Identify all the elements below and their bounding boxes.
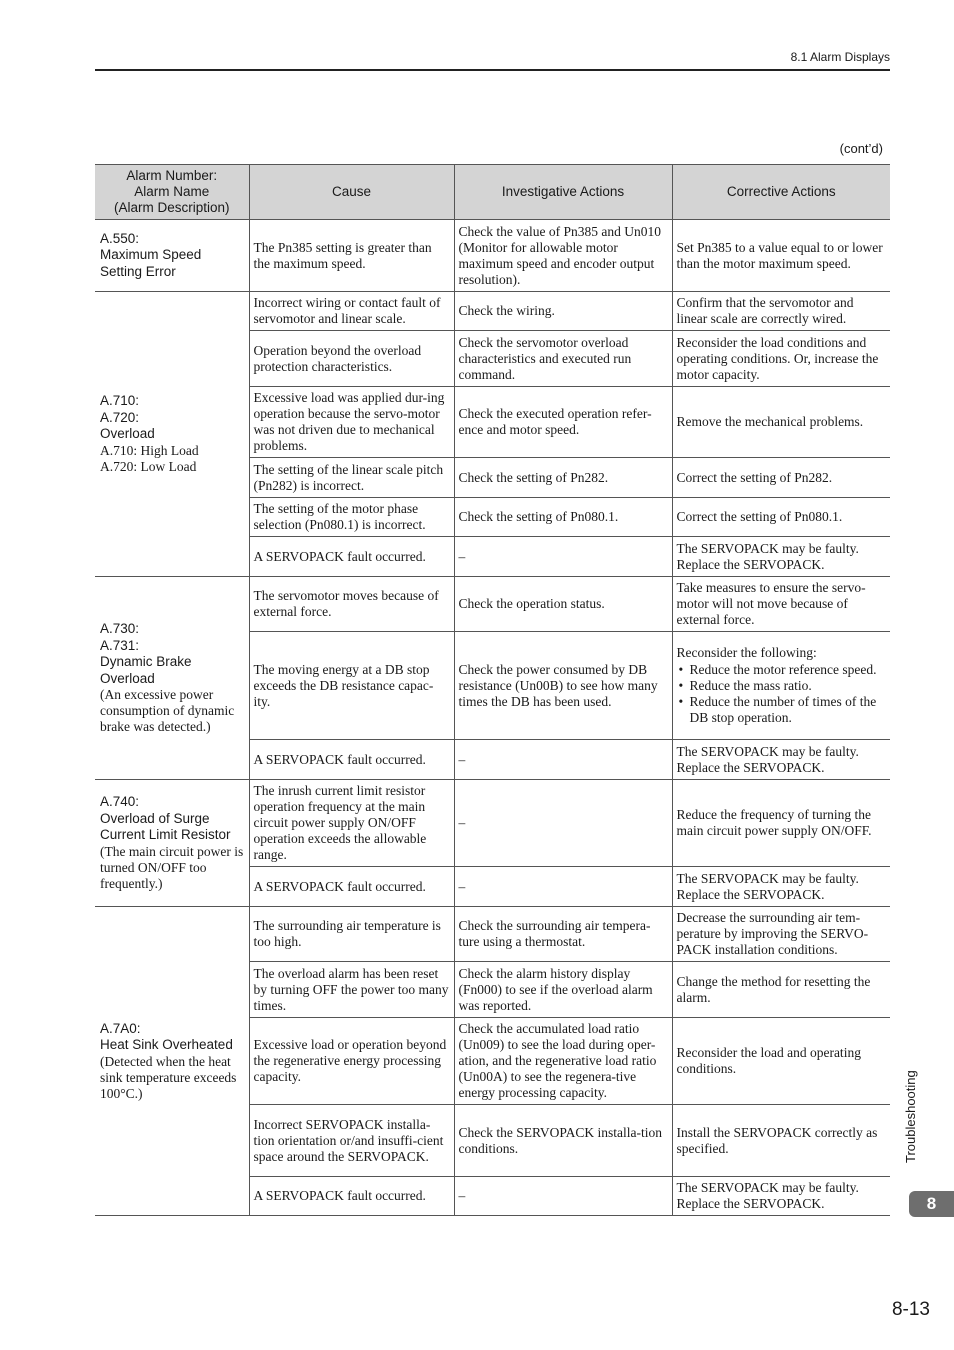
corrective-cell: Change the method for resetting the alarm.: [672, 962, 890, 1018]
column-header-investigative-actions: Investigative Actions: [454, 165, 672, 220]
cause-cell: The surrounding air temperature is too high.: [249, 907, 454, 962]
alarm-note: (The main circuit power is turned ON/OFF too frequently.): [100, 843, 244, 891]
alarm-title-line: Maximum Speed: [100, 247, 202, 263]
alarm-cell: [95, 577, 249, 780]
investigative-cell: Check the value of Pn385 and Un010 (Monitor for allowable motor maximum speed and encoder output resolution).: [454, 220, 672, 292]
cause-cell: The setting of the motor phase selection (Pn080.1) is incorrect.: [249, 498, 454, 537]
alarm-title-line: A.720:: [100, 409, 140, 425]
investigative-cell: Check the servomotor overload characteristics and executed run command.: [454, 331, 672, 387]
list-item: • Reduce the number of times of the DB stop operation.: [677, 694, 887, 726]
list-item: • Reduce the motor reference speed.: [677, 662, 887, 678]
alarm-note: A.710: High Load: [100, 442, 199, 458]
alarm-note: (An excessive power consumption of dynamic brake was detected.): [100, 687, 235, 734]
cause-cell: Excessive load was applied dur-ing operation because the servo-motor was not driven due to mechanical problems.: [249, 387, 454, 458]
corrective-cell: The SERVOPACK may be faulty. Replace the SERVOPACK.: [672, 740, 890, 780]
investigative-cell: Check the setting of Pn080.1.: [454, 498, 672, 537]
corrective-cell: Correct the setting of Pn282.: [672, 458, 890, 498]
section-header: 8.1 Alarm Displays: [790, 50, 890, 64]
corrective-cell: Take measures to ensure the servo-motor will not move because of external force.: [672, 577, 890, 632]
corrective-cell: Reconsider the load and operating conditions.: [672, 1018, 890, 1105]
cause-cell: The inrush current limit resistor operation frequency at the main circuit power supply ON/OFF operation exceeds the allowable range.: [249, 780, 454, 867]
cause-cell: A SERVOPACK fault occurred.: [249, 1177, 454, 1216]
cause-cell: The setting of the linear scale pitch (Pn282) is incorrect.: [249, 458, 454, 498]
corrective-cell: Reduce the frequency of turning the main circuit power supply ON/OFF.: [672, 780, 890, 867]
table-header-row: [95, 165, 890, 220]
table-row: [95, 220, 890, 292]
alarm-title-line: A.7A0:: [100, 1020, 141, 1036]
investigative-cell: Check the wiring.: [454, 292, 672, 331]
investigative-cell: Check the surrounding air tempera-ture using a thermostat.: [454, 907, 672, 962]
corrective-cell: [672, 632, 890, 740]
cause-cell: A SERVOPACK fault occurred.: [249, 740, 454, 780]
alarm-cell: [95, 292, 249, 577]
cause-cell: A SERVOPACK fault occurred.: [249, 537, 454, 577]
chapter-tab: 8: [909, 1191, 954, 1217]
investigative-cell: –: [454, 1177, 672, 1216]
investigative-cell: Check the setting of Pn282.: [454, 458, 672, 498]
column-header-corrective-actions: Corrective Actions: [672, 165, 890, 220]
corrective-cell: Decrease the surrounding air tem-perature by improving the SERVO-PACK installation conditions.: [672, 907, 890, 962]
investigative-cell: Check the accumulated load ratio (Un009) to see the load during oper-ation, and the regenerative load ratio (Un00A) to see the regenera-tive energy processing capacity.: [454, 1018, 672, 1105]
investigative-cell: Check the operation status.: [454, 577, 672, 632]
cause-cell: The Pn385 setting is greater than the maximum speed.: [249, 220, 454, 292]
corrective-cell: The SERVOPACK may be faulty. Replace the SERVOPACK.: [672, 537, 890, 577]
investigative-cell: Check the alarm history display (Fn000) to see if the overload alarm was reported.: [454, 962, 672, 1018]
alarm-title-line: A.740:: [100, 794, 140, 810]
cause-cell: A SERVOPACK fault occurred.: [249, 867, 454, 907]
investigative-cell: Check the power consumed by DB resistance (Un00B) to see how many times the DB has been used.: [454, 632, 672, 740]
header-rule: [95, 69, 890, 71]
header-line: Alarm Number:: [126, 168, 218, 183]
alarm-note: (Detected when the heat sink temperature exceeds 100°C.): [100, 1053, 237, 1101]
corrective-intro: Reconsider the following:: [676, 645, 817, 660]
alarm-table: [95, 164, 890, 1216]
corrective-cell: Remove the mechanical problems.: [672, 387, 890, 458]
investigative-cell: –: [454, 740, 672, 780]
investigative-cell: Check the executed operation refer-ence and motor speed.: [454, 387, 672, 458]
corrective-bullet-list: [677, 662, 887, 726]
alarm-title-line: A.710:: [100, 393, 140, 409]
alarm-title-line: Overload: [100, 426, 155, 442]
alarm-cell: [95, 907, 249, 1216]
corrective-cell: The SERVOPACK may be faulty. Replace the SERVOPACK.: [672, 867, 890, 907]
continued-label: (cont’d): [839, 141, 883, 156]
alarm-title-line: Heat Sink Overheated: [100, 1037, 233, 1052]
cause-cell: Incorrect wiring or contact fault of servomotor and linear scale.: [249, 292, 454, 331]
investigative-cell: –: [454, 867, 672, 907]
corrective-cell: Install the SERVOPACK correctly as specified.: [672, 1105, 890, 1177]
alarm-title-line: Overload of Surge: [100, 810, 210, 826]
investigative-cell: Check the SERVOPACK installa-tion conditions.: [454, 1105, 672, 1177]
corrective-cell: Correct the setting of Pn080.1.: [672, 498, 890, 537]
chapter-side-label: Troubleshooting: [903, 1070, 918, 1163]
alarm-cell: [95, 220, 249, 292]
alarm-title-line: A.730:: [100, 621, 140, 636]
cause-cell: Incorrect SERVOPACK installa-tion orientation or/and insuffi-cient space around the SERVOPACK.: [249, 1105, 454, 1177]
alarm-note: A.720: Low Load: [100, 458, 197, 474]
cause-cell: The moving energy at a DB stop exceeds the DB resistance capac-ity.: [249, 632, 454, 740]
corrective-cell: Reconsider the load conditions and operating conditions. Or, increase the motor capacity.: [672, 331, 890, 387]
list-item: • Reduce the mass ratio.: [677, 678, 887, 694]
cause-cell: Operation beyond the overload protection characteristics.: [249, 331, 454, 387]
cause-cell: Excessive load or operation beyond the regenerative energy processing capacity.: [249, 1018, 454, 1105]
table-row: [95, 780, 890, 867]
table-row: [95, 907, 890, 962]
corrective-cell: Set Pn385 to a value equal to or lower than the motor maximum speed.: [672, 220, 890, 292]
header-line: Alarm Name: [134, 184, 210, 199]
cause-cell: The overload alarm has been reset by turning OFF the power too many times.: [249, 962, 454, 1018]
table-row: [95, 577, 890, 632]
alarm-title-line: Current Limit Resistor: [100, 827, 231, 843]
column-header-cause: Cause: [249, 165, 454, 220]
alarm-title-line: Dynamic Brake: [100, 654, 192, 669]
corrective-cell: Confirm that the servomotor and linear scale are correctly wired.: [672, 292, 890, 331]
corrective-cell: The SERVOPACK may be faulty. Replace the SERVOPACK.: [672, 1177, 890, 1216]
alarm-title-line: A.731:: [100, 637, 140, 653]
cause-cell: The servomotor moves because of external force.: [249, 577, 454, 632]
column-header-alarm: [95, 165, 249, 220]
alarm-cell: [95, 780, 249, 907]
investigative-cell: –: [454, 780, 672, 867]
table-row: [95, 292, 890, 331]
investigative-cell: –: [454, 537, 672, 577]
alarm-title-line: Setting Error: [100, 263, 176, 279]
table-body: [95, 220, 890, 1216]
header-line: (Alarm Description): [113, 200, 230, 215]
alarm-title-line: A.550:: [100, 230, 140, 246]
alarm-title-line: Overload: [100, 670, 155, 686]
page-number: 8-13: [891, 1299, 930, 1320]
